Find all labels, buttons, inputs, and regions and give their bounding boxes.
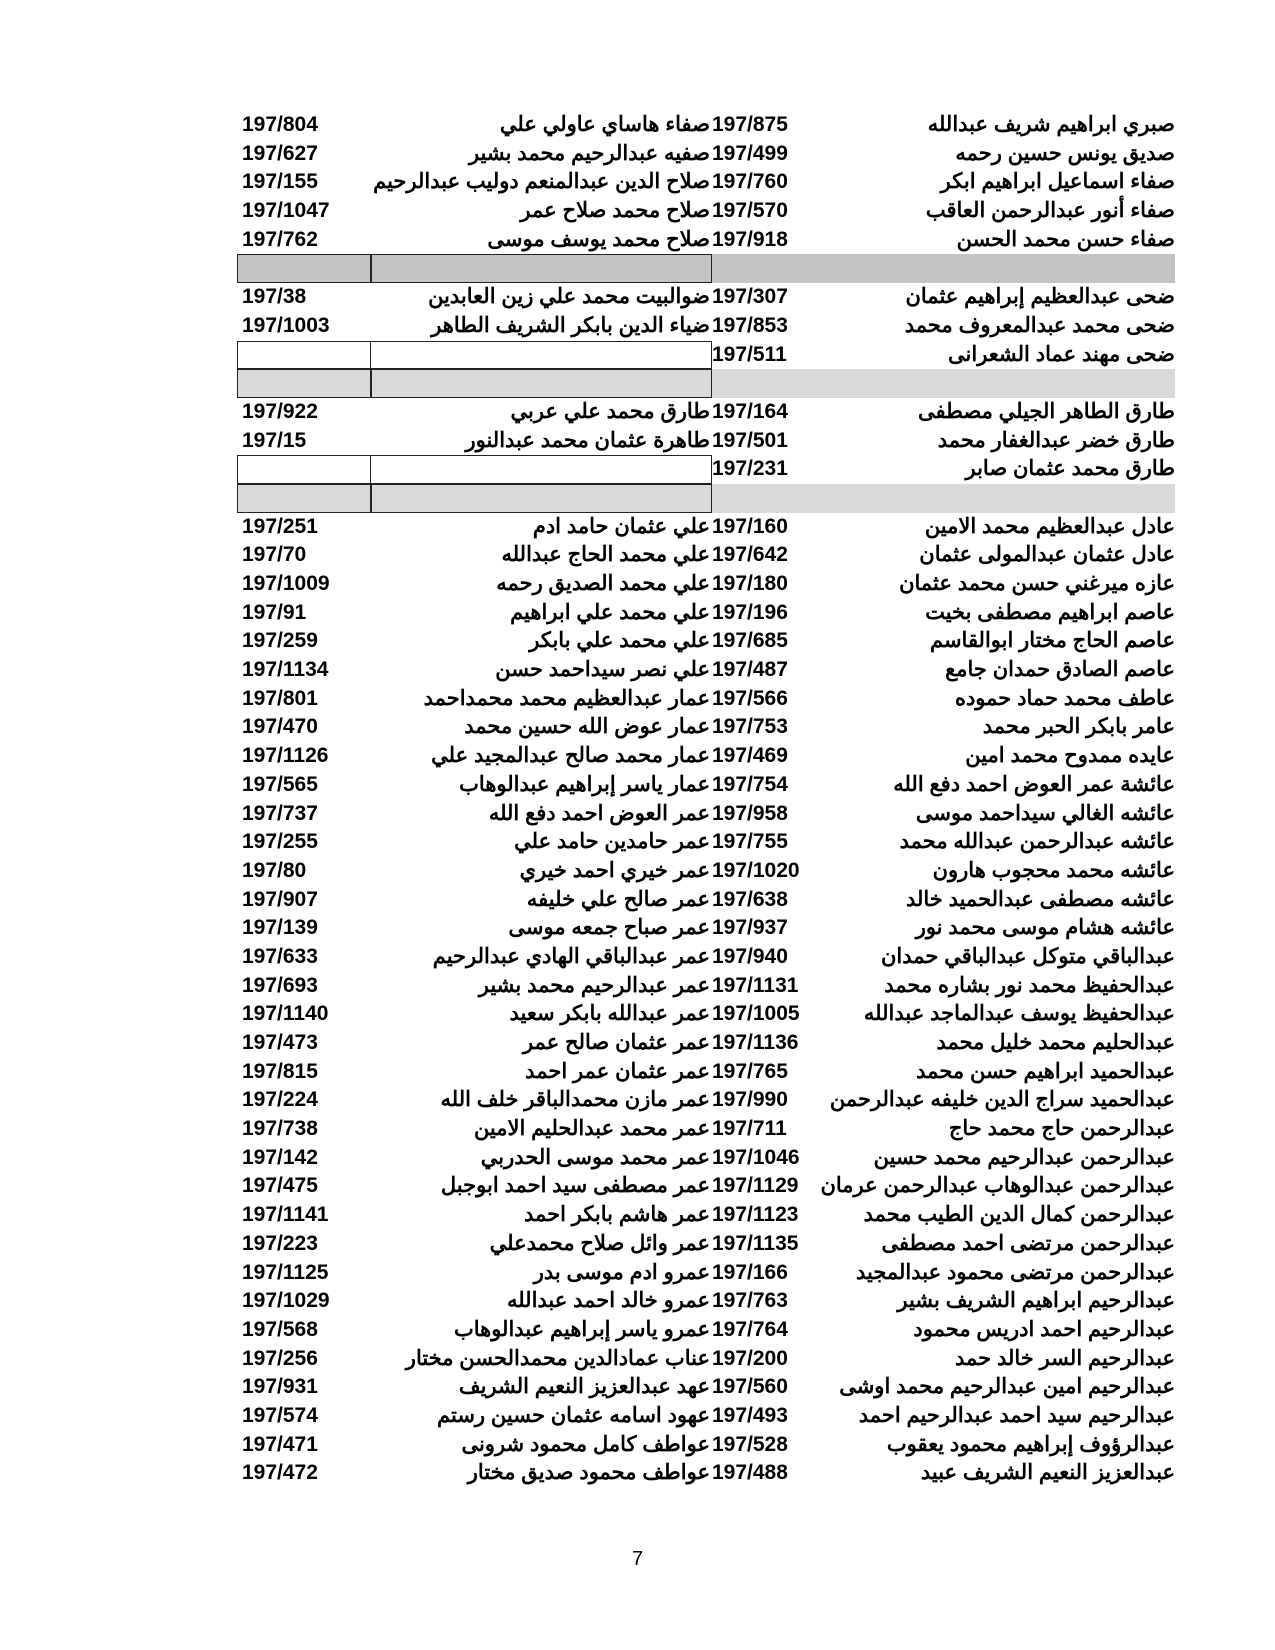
person-name: عمار عوض الله حسين محمد bbox=[464, 715, 710, 739]
registration-number: 197/907 bbox=[242, 887, 318, 911]
empty-cell bbox=[237, 341, 372, 370]
table-row bbox=[0, 1345, 1275, 1374]
registration-number: 197/1029 bbox=[242, 1289, 330, 1313]
person-name: عمر مازن محمدالباقر خلف الله bbox=[440, 1088, 710, 1112]
person-name: عمرو ياسر إبراهيم عبدالوهاب bbox=[453, 1317, 710, 1341]
registration-number: 197/755 bbox=[712, 830, 788, 854]
person-name: عازه ميرغني حسن محمد عثمان bbox=[899, 572, 1175, 595]
registration-number: 197/685 bbox=[712, 629, 788, 653]
person-name: عبدالرحمن مرتضى محمود عبدالمجيد bbox=[855, 1260, 1175, 1284]
person-name: عمر صباح جمعه موسى bbox=[508, 916, 710, 940]
person-name: عبدالحميد ابراهيم حسن محمد bbox=[916, 1059, 1175, 1083]
person-name: عادل عثمان عبدالمولى عثمان bbox=[919, 543, 1175, 567]
table-row bbox=[0, 1115, 1275, 1144]
person-name: عمار عبدالعظيم محمد محمداحمد bbox=[423, 686, 710, 710]
person-name: عايده ممدوح محمد امين bbox=[965, 744, 1175, 768]
person-name: عمر محمد عبدالحليم الامين bbox=[473, 1117, 710, 1141]
registration-number: 197/1134 bbox=[242, 658, 329, 682]
registration-number: 197/1131 bbox=[712, 973, 799, 997]
table-row bbox=[0, 685, 1275, 714]
table-row bbox=[0, 886, 1275, 915]
registration-number: 197/1141 bbox=[242, 1203, 329, 1227]
registration-number: 197/1125 bbox=[242, 1260, 329, 1284]
table-row bbox=[0, 1459, 1275, 1488]
registration-number: 197/15 bbox=[242, 428, 307, 452]
person-name: ضحى مهند عماد الشعرانى bbox=[948, 342, 1175, 366]
registration-number: 197/566 bbox=[712, 686, 788, 710]
table-row bbox=[0, 513, 1275, 542]
registration-number: 197/1020 bbox=[712, 858, 800, 882]
separator-row bbox=[0, 484, 1275, 513]
person-name: عمرو خالد احمد عبدالله bbox=[506, 1289, 710, 1313]
registration-number: 197/139 bbox=[242, 916, 318, 940]
registration-number: 197/91 bbox=[242, 600, 307, 624]
person-name: عواطف كامل محمود شرونى bbox=[461, 1432, 710, 1456]
registration-number: 197/763 bbox=[712, 1289, 788, 1313]
person-name: عمر هاشم بابكر احمد bbox=[523, 1203, 710, 1227]
person-name: طارق محمد علي عربي bbox=[510, 399, 710, 423]
table-row bbox=[0, 972, 1275, 1001]
person-name: عواطف محمود صديق مختار bbox=[467, 1461, 710, 1485]
person-name: عبدالحفيظ محمد نور بشاره محمد bbox=[884, 973, 1175, 997]
person-name: ضحى عبدالعظيم إبراهيم عثمان bbox=[905, 285, 1175, 309]
registration-number: 197/1136 bbox=[712, 1031, 799, 1054]
registration-number: 197/753 bbox=[712, 715, 788, 739]
registration-number: 197/638 bbox=[712, 887, 788, 911]
table-row bbox=[0, 570, 1275, 599]
table-row bbox=[0, 1201, 1275, 1230]
table-row bbox=[0, 226, 1275, 255]
registration-number: 197/475 bbox=[242, 1174, 318, 1198]
person-name: صبري ابراهيم شريف عبدالله bbox=[927, 113, 1175, 136]
registration-number: 197/470 bbox=[242, 715, 318, 739]
table-row bbox=[0, 341, 1275, 370]
registration-number: 197/1126 bbox=[242, 744, 329, 768]
registration-number: 197/693 bbox=[242, 973, 318, 997]
table-row bbox=[0, 1287, 1275, 1316]
person-name: صفاء هاساي عاولي علي bbox=[499, 113, 710, 136]
person-name: عبدالرحمن حاج محمد حاج bbox=[948, 1117, 1175, 1141]
person-name: علي محمد علي بابكر bbox=[529, 629, 710, 653]
table-row bbox=[0, 1086, 1275, 1115]
registration-number: 197/990 bbox=[712, 1088, 788, 1112]
empty-cell bbox=[370, 254, 712, 283]
person-name: عائشه عبدالرحمن عبدالله محمد bbox=[899, 830, 1175, 854]
person-name: عامر بابكر الحبر محمد bbox=[982, 715, 1175, 739]
registration-number: 197/180 bbox=[712, 572, 788, 595]
registration-number: 197/472 bbox=[242, 1461, 318, 1485]
table-row bbox=[0, 541, 1275, 570]
registration-number: 197/1046 bbox=[712, 1145, 800, 1169]
registration-number: 197/488 bbox=[712, 1461, 788, 1485]
person-name: عمر العوض احمد دفع الله bbox=[488, 801, 710, 825]
table-row bbox=[0, 1373, 1275, 1402]
person-name: صديق يونس حسين رحمه bbox=[955, 141, 1175, 165]
registration-number: 197/256 bbox=[242, 1346, 318, 1370]
table-row bbox=[0, 1000, 1275, 1029]
person-name: علي محمد علي ابراهيم bbox=[510, 600, 710, 624]
registration-number: 197/155 bbox=[242, 170, 318, 194]
registration-number: 197/255 bbox=[242, 830, 318, 854]
table-row bbox=[0, 742, 1275, 771]
registration-number: 197/501 bbox=[712, 428, 788, 452]
person-name: عاطف محمد حماد حموده bbox=[954, 686, 1175, 710]
table-row bbox=[0, 1431, 1275, 1460]
table-row bbox=[0, 1172, 1275, 1201]
registration-number: 197/471 bbox=[242, 1432, 318, 1456]
registration-number: 197/764 bbox=[712, 1317, 788, 1341]
table-row bbox=[0, 455, 1275, 484]
person-name: عبدالعزيز النعيم الشريف عبيد bbox=[920, 1461, 1175, 1485]
table-row bbox=[0, 111, 1275, 140]
page-number: 7 bbox=[631, 1548, 644, 1570]
person-name: عائشة عمر العوض احمد دفع الله bbox=[893, 772, 1175, 796]
registration-number: 197/196 bbox=[712, 600, 788, 624]
person-name: عبدالرحمن عبدالرحيم محمد حسين bbox=[873, 1145, 1175, 1169]
person-name: عمر محمد موسى الحدربي bbox=[480, 1145, 710, 1169]
person-name: عمار محمد صالح عبدالمجيد علي bbox=[431, 744, 710, 768]
person-name: عبدالحفيظ يوسف عبدالماجد عبدالله bbox=[863, 1002, 1175, 1026]
registration-number: 197/560 bbox=[712, 1375, 788, 1399]
registration-number: 197/875 bbox=[712, 113, 788, 136]
person-name: عمار ياسر إبراهيم عبدالوهاب bbox=[459, 772, 710, 796]
empty-cell bbox=[370, 455, 712, 484]
empty-cell bbox=[237, 254, 372, 283]
registration-number: 197/565 bbox=[242, 772, 318, 796]
registration-number: 197/1129 bbox=[712, 1174, 799, 1198]
registration-number: 197/1123 bbox=[712, 1203, 799, 1227]
person-name: عبدالرحمن كمال الدين الطيب محمد bbox=[863, 1203, 1175, 1227]
person-name: عبدالباقي متوكل عبدالباقي حمدان bbox=[880, 944, 1175, 968]
person-name: عائشه هشام موسى محمد نور bbox=[915, 916, 1175, 940]
person-name: طارق خضر عبدالغفار محمد bbox=[937, 428, 1175, 452]
registration-number: 197/251 bbox=[242, 514, 318, 538]
person-name: عهد عبدالعزيز النعيم الشريف bbox=[458, 1375, 710, 1399]
person-name: عائشه محمد محجوب هارون bbox=[932, 858, 1175, 882]
registration-number: 197/760 bbox=[712, 170, 788, 194]
registration-number: 197/801 bbox=[242, 686, 318, 710]
person-name: صفاء حسن محمد الحسن bbox=[956, 227, 1175, 251]
registration-number: 197/711 bbox=[712, 1117, 787, 1141]
table-row bbox=[0, 1144, 1275, 1173]
person-name: عمر مصطفى سيد احمد ابوجبل bbox=[440, 1174, 710, 1198]
table-row bbox=[0, 427, 1275, 456]
person-name: عمر وائل صلاح محمدعلي bbox=[489, 1231, 710, 1255]
separator-row bbox=[0, 254, 1275, 283]
person-name: عمر عبدالله بابكر سعيد bbox=[509, 1002, 710, 1026]
registration-number: 197/166 bbox=[712, 1260, 788, 1284]
person-name: عمر صالح علي خليفه bbox=[526, 887, 710, 911]
registration-number: 197/568 bbox=[242, 1317, 318, 1341]
registration-number: 197/528 bbox=[712, 1432, 788, 1456]
table-row bbox=[0, 656, 1275, 685]
table-row bbox=[0, 627, 1275, 656]
person-name: صفيه عبدالرحيم محمد بشير bbox=[468, 141, 710, 165]
registration-number: 197/931 bbox=[242, 1375, 318, 1399]
person-name: علي محمد الحاج عبدالله bbox=[501, 543, 710, 567]
registration-number: 197/937 bbox=[712, 916, 788, 940]
person-name: عادل عبدالعظيم محمد الامين bbox=[924, 514, 1175, 538]
person-name: عمر خيري احمد خيري bbox=[519, 858, 710, 882]
registration-number: 197/642 bbox=[712, 543, 788, 567]
registration-number: 197/469 bbox=[712, 744, 788, 768]
registration-number: 197/853 bbox=[712, 313, 788, 337]
registration-number: 197/1005 bbox=[712, 1002, 800, 1026]
table-row bbox=[0, 140, 1275, 169]
person-name: عناب عمادالدين محمدالحسن مختار bbox=[405, 1346, 710, 1370]
registration-number: 197/160 bbox=[712, 514, 788, 538]
person-name: عمر حامدين حامد علي bbox=[514, 830, 710, 854]
table-row bbox=[0, 857, 1275, 886]
registration-number: 197/1047 bbox=[242, 199, 330, 223]
person-name: صلاح الدين عبدالمنعم دوليب عبدالرحيم bbox=[373, 170, 710, 194]
table-row bbox=[0, 771, 1275, 800]
person-name: عهود اسامه عثمان حسين رستم bbox=[437, 1403, 710, 1427]
person-name: عبدالرؤوف إبراهيم محمود يعقوب bbox=[886, 1432, 1175, 1456]
table-row bbox=[0, 943, 1275, 972]
person-name: علي نصر سيداحمد حسن bbox=[495, 658, 710, 682]
registration-number: 197/762 bbox=[242, 227, 318, 251]
name-list-table bbox=[0, 111, 1275, 1488]
registration-number: 197/307 bbox=[712, 285, 788, 309]
registration-number: 197/511 bbox=[712, 342, 787, 366]
registration-number: 197/627 bbox=[242, 141, 318, 165]
person-name: طارق الطاهر الجيلي مصطفى bbox=[918, 399, 1175, 423]
person-name: عبدالحميد سراج الدين خليفه عبدالرحمن bbox=[829, 1088, 1175, 1112]
registration-number: 197/574 bbox=[242, 1403, 318, 1427]
registration-number: 197/1135 bbox=[712, 1231, 799, 1255]
person-name: عبدالرحمن مرتضى احمد مصطفى bbox=[881, 1231, 1175, 1255]
person-name: عائشه مصطفى عبدالحميد خالد bbox=[905, 887, 1175, 911]
person-name: عاصم الصادق حمدان جامع bbox=[945, 658, 1175, 682]
registration-number: 197/142 bbox=[242, 1145, 318, 1169]
person-name: عبدالرحمن عبدالوهاب عبدالرحمن عرمان bbox=[820, 1174, 1175, 1198]
person-name: صلاح محمد صلاح عمر bbox=[520, 199, 710, 223]
table-row bbox=[0, 1402, 1275, 1431]
registration-number: 197/765 bbox=[712, 1059, 788, 1083]
person-name: صفاء اسماعيل ابراهيم ابكر bbox=[940, 170, 1175, 194]
table-row bbox=[0, 713, 1275, 742]
registration-number: 197/1009 bbox=[242, 572, 330, 595]
person-name: عمر عبدالرحيم محمد بشير bbox=[478, 973, 710, 997]
registration-number: 197/259 bbox=[242, 629, 318, 653]
table-row bbox=[0, 1230, 1275, 1259]
person-name: عبدالرحيم سيد احمد عبدالرحيم احمد bbox=[858, 1403, 1175, 1427]
person-name: طارق محمد عثمان صابر bbox=[965, 457, 1175, 481]
table-row bbox=[0, 1259, 1275, 1288]
table-row bbox=[0, 312, 1275, 341]
person-name: ضوالبيت محمد علي زين العابدين bbox=[428, 285, 710, 309]
registration-number: 197/570 bbox=[712, 199, 788, 223]
registration-number: 197/487 bbox=[712, 658, 788, 682]
registration-number: 197/918 bbox=[712, 227, 788, 251]
registration-number: 197/224 bbox=[242, 1088, 318, 1112]
registration-number: 197/1140 bbox=[242, 1002, 329, 1026]
table-row bbox=[0, 800, 1275, 829]
person-name: صفاء أنور عبدالرحمن العاقب bbox=[925, 199, 1175, 223]
person-name: علي عثمان حامد ادم bbox=[532, 514, 710, 538]
person-name: عبدالحليم محمد خليل محمد bbox=[936, 1031, 1175, 1054]
person-name: عبدالرحيم احمد ادريس محمود bbox=[913, 1317, 1175, 1341]
registration-number: 197/633 bbox=[242, 944, 318, 968]
registration-number: 197/493 bbox=[712, 1403, 788, 1427]
empty-cell bbox=[370, 484, 712, 513]
registration-number: 197/499 bbox=[712, 141, 788, 165]
empty-cell bbox=[370, 369, 712, 398]
person-name: صلاح محمد يوسف موسى bbox=[487, 227, 710, 251]
person-name: عمر عثمان عمر احمد bbox=[525, 1059, 710, 1083]
table-row bbox=[0, 1058, 1275, 1087]
registration-number: 197/473 bbox=[242, 1031, 318, 1054]
person-name: عبدالرحيم امين عبدالرحيم محمد اوشى bbox=[839, 1375, 1175, 1399]
registration-number: 197/922 bbox=[242, 399, 318, 423]
empty-cell bbox=[237, 484, 372, 513]
registration-number: 197/223 bbox=[242, 1231, 318, 1255]
registration-number: 197/200 bbox=[712, 1346, 788, 1370]
empty-cell bbox=[237, 455, 372, 484]
registration-number: 197/940 bbox=[712, 944, 788, 968]
person-name: عاصم ابراهيم مصطفى بخيت bbox=[925, 600, 1175, 624]
person-name: ضحى محمد عبدالمعروف محمد bbox=[904, 313, 1175, 337]
registration-number: 197/815 bbox=[242, 1059, 318, 1083]
registration-number: 197/164 bbox=[712, 399, 788, 423]
table-row bbox=[0, 1316, 1275, 1345]
table-row bbox=[0, 1029, 1275, 1058]
registration-number: 197/754 bbox=[712, 772, 788, 796]
registration-number: 197/804 bbox=[242, 113, 318, 136]
registration-number: 197/738 bbox=[242, 1117, 318, 1141]
registration-number: 197/231 bbox=[712, 457, 788, 481]
separator-row bbox=[0, 369, 1275, 398]
person-name: ضياء الدين بابكر الشريف الطاهر bbox=[431, 313, 710, 337]
table-row bbox=[0, 168, 1275, 197]
table-row bbox=[0, 599, 1275, 628]
person-name: عاصم الحاج مختار ابوالقاسم bbox=[929, 629, 1175, 653]
registration-number: 197/737 bbox=[242, 801, 318, 825]
person-name: علي محمد الصديق رحمه bbox=[496, 572, 710, 595]
table-row bbox=[0, 398, 1275, 427]
registration-number: 197/80 bbox=[242, 858, 307, 882]
table-row bbox=[0, 197, 1275, 226]
person-name: طاهرة عثمان محمد عبدالنور bbox=[465, 428, 710, 452]
table-row bbox=[0, 283, 1275, 312]
registration-number: 197/1003 bbox=[242, 313, 330, 337]
person-name: عبدالرحيم ابراهيم الشريف بشير bbox=[897, 1289, 1175, 1313]
person-name: عمر عثمان صالح عمر bbox=[522, 1031, 710, 1054]
registration-number: 197/958 bbox=[712, 801, 788, 825]
empty-cell bbox=[370, 341, 712, 370]
registration-number: 197/70 bbox=[242, 543, 307, 567]
person-name: عائشه الغالي سيداحمد موسى bbox=[915, 801, 1175, 825]
person-name: عمر عبدالباقي الهادي عبدالرحيم bbox=[432, 944, 710, 968]
registration-number: 197/38 bbox=[242, 285, 307, 309]
person-name: عمرو ادم موسى بدر bbox=[533, 1260, 710, 1284]
empty-cell bbox=[237, 369, 372, 398]
table-row bbox=[0, 914, 1275, 943]
person-name: عبدالرحيم السر خالد حمد bbox=[954, 1346, 1175, 1370]
table-row bbox=[0, 828, 1275, 857]
